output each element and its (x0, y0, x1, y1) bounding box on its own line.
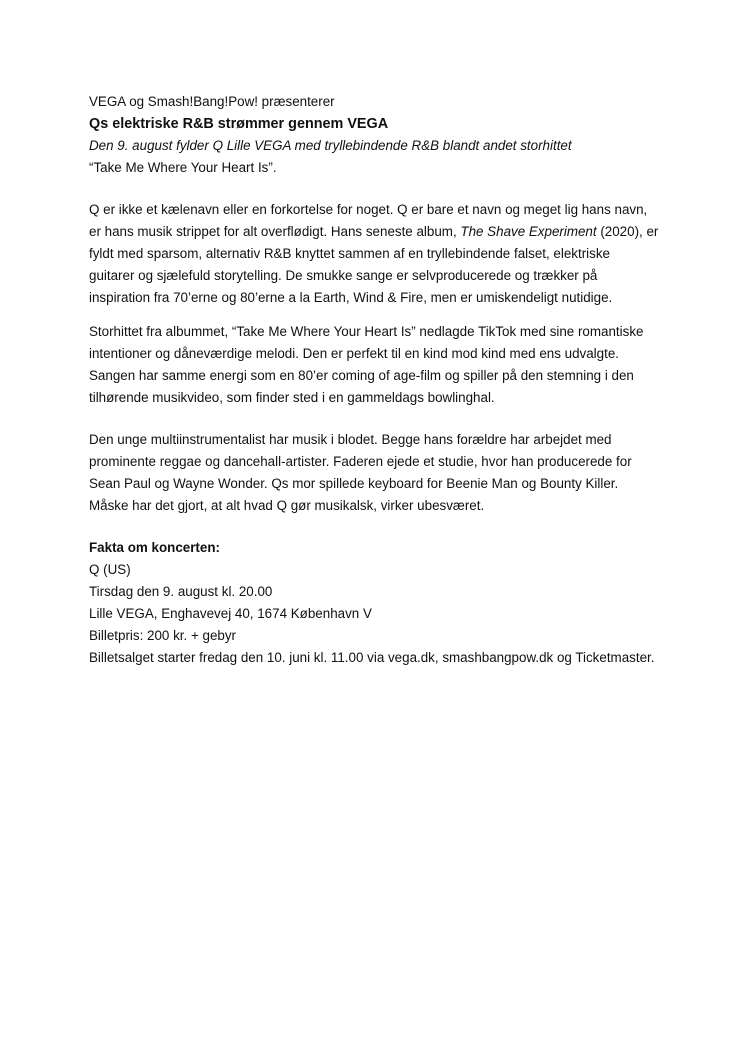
press-release (89, 91, 659, 669)
paragraph-2: Storhittet fra albummet, “Take Me Where Your Heart Is” nedlagde TikTok med sine romantiske intentioner og dåneværdige melodi. Den er perfekt til en kind mod kind med ens udvalgte. Sangen har samme energi som en 80’er coming of age-film og spiller på den stemning i den tilhørende musikvideo, som finder sted i en gammeldags bowlinghal. (89, 324, 644, 405)
intro-text (89, 135, 659, 179)
facts-section (89, 537, 659, 669)
presenter-line: VEGA og Smash!Bang!Pow! præsenterer (89, 94, 335, 109)
facts-price: Billetpris: 200 kr. + gebyr (89, 628, 236, 643)
paragraph-1 (89, 199, 659, 309)
album-title: The Shave Experiment (460, 224, 597, 239)
paragraph-1-b: (2020), er fyldt med sparsom, alternativ R&B knyttet sammen af en tryllebindende falset, elektriske guitarer og sjælefuld storytelling. De smukke sange er selvproducerede og trækker på inspiration fra 70’erne og 80’erne a la Earth, Wind & Fire, men er umiskendeligt nutidige. (89, 224, 659, 305)
facts-sale: Billetsalget starter fredag den 10. juni kl. 11.00 via vega.dk, smashbangpow.dk og Ticketmaster. (89, 650, 655, 665)
paragraph-3: Den unge multiinstrumentalist har musik i blodet. Begge hans forældre har arbejdet med prominente reggae og dancehall-artister. Faderen ejede et studie, hvor han producerede for Sean Paul og Wayne Wonder. Qs mor spillede keyboard for Beenie Man og Bounty Killer. Måske har det gjort, at alt hvad Q gør musikalsk, virker ubesværet. (89, 432, 632, 513)
facts-date: Tirsdag den 9. august kl. 20.00 (89, 584, 273, 599)
intro-quote: “Take Me Where Your Heart Is”. (89, 160, 277, 175)
facts-artist: Q (US) (89, 562, 131, 577)
facts-venue: Lille VEGA, Enghavevej 40, 1674 København V (89, 606, 372, 621)
facts-title: Fakta om koncerten: (89, 540, 220, 555)
headline: Qs elektriske R&B strømmer gennem VEGA (89, 116, 389, 132)
paragraph-1-a: Q er ikke et kælenavn eller en forkortelse for noget. Q er bare et navn og meget lig hans navn, er hans musik strippet for alt overflødigt. Hans seneste album, (89, 202, 648, 239)
intro-italic: Den 9. august fylder Q Lille VEGA med tryllebindende R&B blandt andet storhittet (89, 138, 572, 153)
